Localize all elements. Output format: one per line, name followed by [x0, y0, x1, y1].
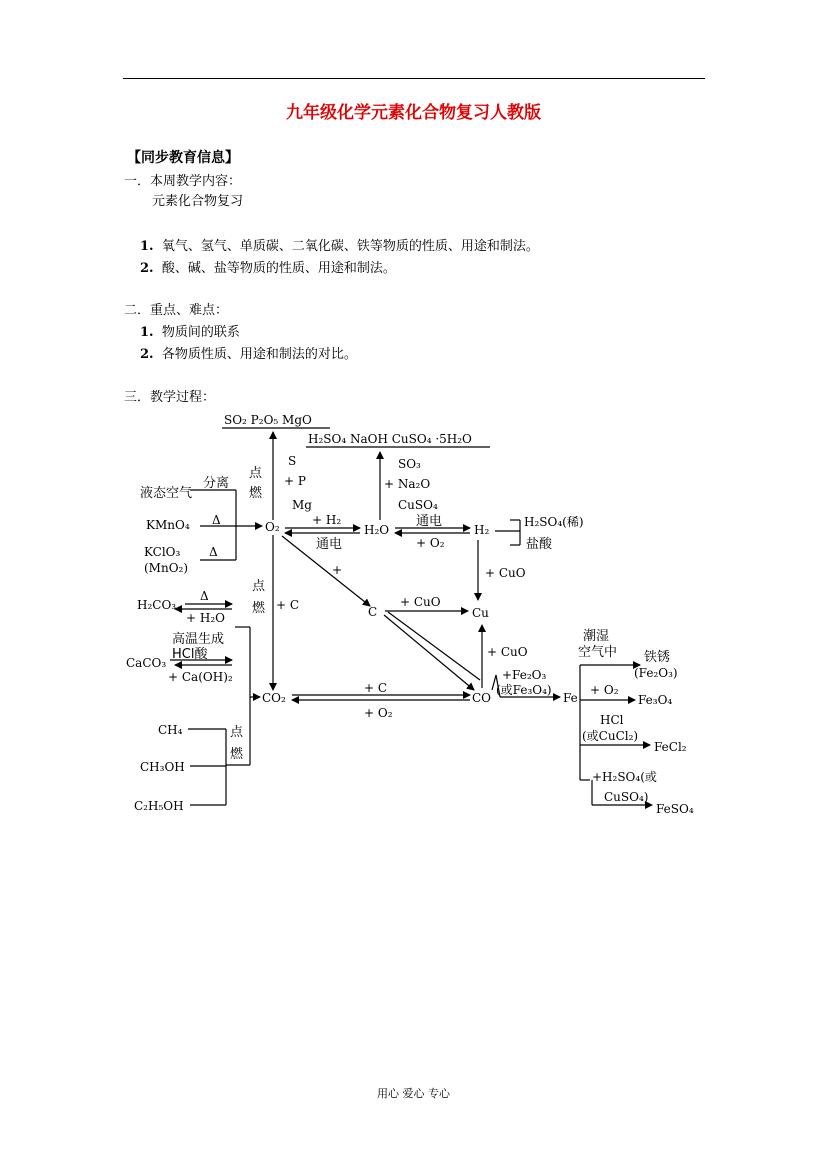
ch3oh: CH₃OH	[140, 760, 185, 774]
section1-heading: 一．本周教学内容：	[124, 174, 242, 189]
feso4: FeSO₄	[656, 802, 694, 816]
node-co2: CO₂	[262, 691, 286, 705]
list-item: 1. 氧气、氢气、单质碳、二氧化碳、铁等物质的性质、用途和制法。	[140, 239, 539, 254]
fe3o4: Fe₃O₄	[638, 693, 673, 707]
plus-o2: + O₂	[364, 706, 393, 720]
plus-o2: + O₂	[590, 683, 619, 697]
ignite-label: 点	[230, 725, 244, 740]
reagent-s: S	[288, 454, 297, 468]
hcl: HCl	[600, 713, 624, 727]
so3: SO₃	[398, 457, 421, 471]
h2co3: H₂CO₃	[137, 598, 177, 612]
h2so4-dilute: H₂SO₄(稀)	[524, 515, 584, 529]
kmno4: KMnO₄	[146, 518, 190, 532]
rust-formula: (Fe₂O₃)	[634, 666, 678, 680]
section3-heading: 三．教学过程：	[124, 390, 216, 405]
liquid-air: 液态空气	[140, 486, 193, 501]
list-item: 1. 物质间的联系	[140, 325, 240, 340]
delta-symbol: Δ	[212, 513, 221, 527]
na2o: + Na₂O	[384, 477, 431, 491]
cuso4-reagent: CuSO₄)	[604, 790, 649, 804]
kclo3: KClO₃	[144, 545, 181, 559]
node-h2: H₂	[474, 523, 490, 537]
ignite-label: 燃	[230, 747, 244, 762]
ignite-label: 点	[249, 466, 263, 481]
fe3o4-reagent: (或Fe₃O₄)	[496, 683, 552, 697]
humid-label: 潮湿	[583, 629, 610, 644]
humid-label: 空气中	[578, 645, 618, 660]
plus-cuo: + CuO	[485, 566, 526, 580]
plus-sign: +	[332, 563, 343, 577]
node-co: CO	[472, 691, 492, 705]
plus-c: + C	[276, 598, 300, 612]
hcl-acid: 盐酸	[526, 537, 553, 552]
page-footer: 用心 爱心 专心	[377, 1087, 450, 1100]
electrolysis-label: 通电	[316, 537, 343, 552]
list-item: 2. 酸、碱、盐等物质的性质、用途和制法。	[140, 261, 396, 276]
info-header: 【同步教育信息】	[127, 150, 239, 166]
page-title: 九年级化学元素化合物复习人教版	[286, 103, 541, 123]
separate-label: 分离	[203, 476, 230, 491]
hcl-acid-label: HCl酸	[172, 647, 208, 662]
c2h5oh: C₂H₅OH	[134, 799, 184, 813]
node-c: C	[368, 605, 378, 619]
plus-c: + C	[364, 681, 388, 695]
high-temp-label: 高温生成	[172, 632, 225, 647]
cuso4: CuSO₄	[398, 498, 438, 512]
delta-symbol: Δ	[209, 545, 218, 559]
plus-cuo: + CuO	[400, 595, 441, 609]
reagent-mg: Mg	[292, 498, 312, 512]
ca-oh-2: + Ca(OH)₂	[168, 670, 233, 684]
or-cucl2: (或CuCl₂)	[582, 729, 639, 743]
node-h2o: H₂O	[364, 523, 390, 537]
top-products: SO₂ P₂O₅ MgO	[224, 413, 312, 427]
ignite-label: 燃	[249, 486, 263, 501]
plus-h2o: + H₂O	[186, 611, 225, 625]
h2so4-or: +H₂SO₄(或	[592, 770, 657, 784]
plus-h2: + H₂	[312, 513, 342, 527]
delta-symbol: Δ	[200, 589, 209, 603]
plus-cuo: + CuO	[487, 645, 528, 659]
ch4: CH₄	[158, 723, 183, 737]
ignite-label: 燃	[252, 601, 266, 616]
fe2o3-reagent: +Fe₂O₃	[502, 668, 547, 682]
ignite-label: 点	[252, 579, 266, 594]
acids-bases: H₂SO₄ NaOH CuSO₄ ·5H₂O	[308, 432, 472, 446]
reagent-p: + P	[284, 474, 306, 488]
node-o2: O₂	[265, 520, 280, 534]
node-fe: Fe	[563, 691, 578, 705]
mno2: (MnO₂)	[144, 561, 189, 575]
caco3: CaCO₃	[126, 656, 167, 670]
fecl2: FeCl₂	[654, 740, 687, 754]
electrolysis-label: 通电	[416, 514, 443, 529]
rust-label: 铁锈	[644, 650, 671, 665]
section2-heading: 二．重点、难点：	[124, 303, 229, 318]
plus-o2: + O₂	[416, 536, 445, 550]
node-cu: Cu	[472, 606, 489, 620]
list-item: 2. 各物质性质、用途和制法的对比。	[140, 347, 357, 362]
section1-subheading: 元素化合物复习	[152, 194, 244, 209]
